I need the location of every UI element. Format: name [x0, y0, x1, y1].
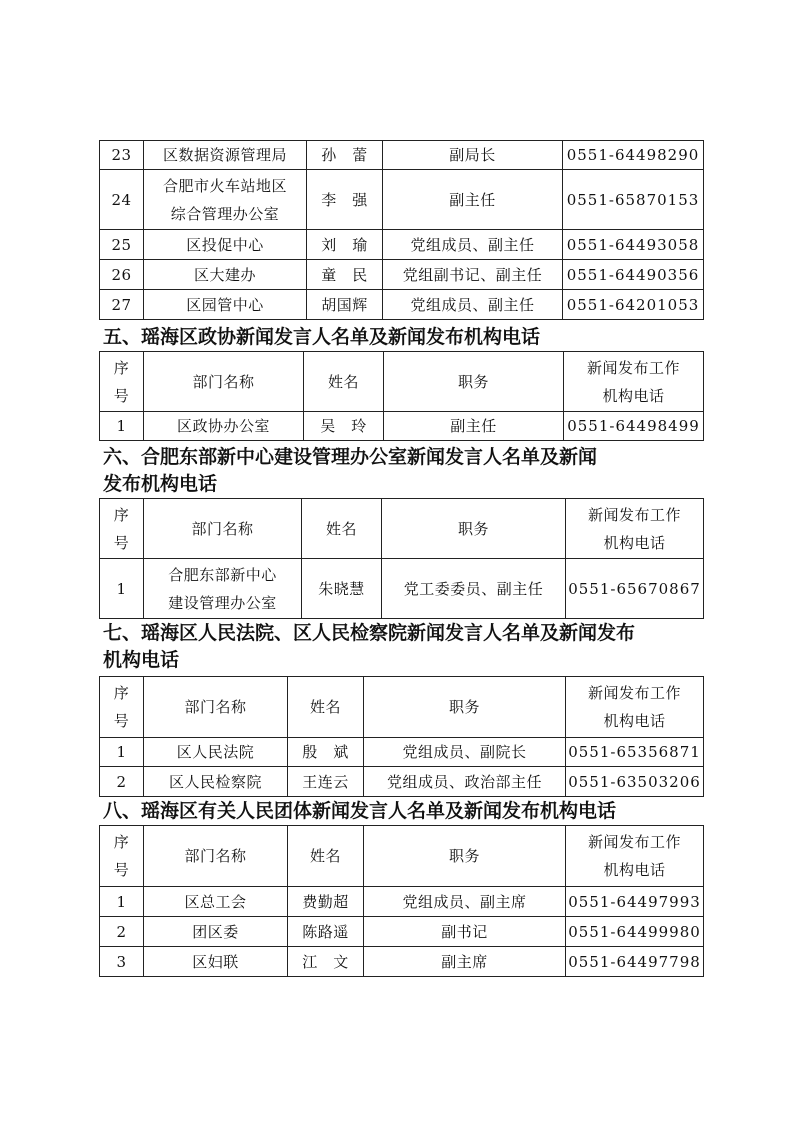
title-header: 职务: [364, 677, 566, 738]
name-cell: 童 民: [307, 260, 383, 290]
section5-table: [99, 351, 704, 441]
dept-header: 部门名称: [144, 352, 304, 412]
dept-cell: 区人民法院: [144, 738, 288, 767]
name-cell: 陈路遥: [288, 917, 364, 947]
title-cell: 副主任: [383, 170, 563, 230]
title-cell: 副局长: [383, 141, 563, 170]
name-header: 姓名: [288, 826, 364, 887]
dept-line: 合肥市火车站地区: [162, 176, 287, 195]
seq-cell: 1: [100, 412, 144, 441]
table-row: [100, 260, 704, 290]
title-cell: 副主任: [384, 412, 564, 441]
phone-header: [564, 352, 704, 412]
phone-cell: 0551-64498499: [564, 412, 704, 441]
seq-header-line: 序: [113, 505, 130, 524]
dept-line: 建设管理办公室: [168, 593, 277, 612]
seq-header: [100, 352, 144, 412]
title-cell: 党组成员、政治部主任: [364, 767, 566, 797]
dept-cell: 区政协办公室: [144, 412, 304, 441]
seq-header-line: 号: [113, 386, 130, 405]
section4-table: [99, 140, 704, 320]
phone-cell: 0551-65670867: [566, 559, 704, 619]
name-cell: 朱晓慧: [302, 559, 382, 619]
title-cell: 党组成员、副主任: [383, 230, 563, 260]
table-row: [100, 947, 704, 977]
name-cell: 吴 玲: [304, 412, 384, 441]
dept-cell: 区数据资源管理局: [144, 141, 307, 170]
dept-line: 合肥东部新中心: [168, 565, 277, 584]
header-row: [100, 677, 704, 738]
title-cell: 党组成员、副主席: [364, 887, 566, 917]
table-row: [100, 412, 704, 441]
dept-cell: [144, 170, 307, 230]
title-header: 职务: [364, 826, 566, 887]
section8-table: [99, 825, 704, 977]
name-header: 姓名: [304, 352, 384, 412]
title-header: 职务: [382, 499, 566, 559]
phone-header: [566, 499, 704, 559]
seq-cell: 1: [100, 559, 144, 619]
phone-cell: 0551-64490356: [563, 260, 704, 290]
phone-header-line: 新闻发布工作: [586, 358, 680, 377]
table-row: [100, 230, 704, 260]
seq-cell: 25: [100, 230, 144, 260]
dept-cell: 团区委: [144, 917, 288, 947]
dept-header: 部门名称: [144, 677, 288, 738]
name-header: 姓名: [288, 677, 364, 738]
seq-header: [100, 499, 144, 559]
phone-header-line: 机构电话: [602, 386, 665, 405]
section7-heading-line1: 七、瑶海区人民法院、区人民检察院新闻发言人名单及新闻发布: [103, 622, 636, 644]
phone-header-line: 新闻发布工作: [587, 505, 681, 524]
header-row: [100, 826, 704, 887]
dept-cell: 区投促中心: [144, 230, 307, 260]
seq-header-line: 号: [113, 712, 130, 730]
phone-header-line: 机构电话: [603, 861, 666, 879]
phone-cell: 0551-64497993: [566, 887, 704, 917]
name-cell: 殷 斌: [288, 738, 364, 767]
phone-header: [566, 826, 704, 887]
dept-cell: 区人民检察院: [144, 767, 288, 797]
name-header: 姓名: [302, 499, 382, 559]
section6-heading-line2: 发布机构电话: [103, 473, 218, 495]
seq-header: [100, 677, 144, 738]
table-row: [100, 170, 704, 230]
name-cell: 费勤超: [288, 887, 364, 917]
seq-cell: 24: [100, 170, 144, 230]
seq-cell: 1: [100, 738, 144, 767]
section6-table: [99, 498, 704, 619]
name-cell: 江 文: [288, 947, 364, 977]
phone-cell: 0551-65870153: [563, 170, 704, 230]
dept-cell: 区园管中心: [144, 290, 307, 320]
table-row: [100, 917, 704, 947]
seq-cell: 26: [100, 260, 144, 290]
seq-header-line: 号: [113, 861, 130, 879]
section6-heading-line1: 六、合肥东部新中心建设管理办公室新闻发言人名单及新闻: [103, 446, 598, 468]
phone-header: [566, 677, 704, 738]
table-row: [100, 767, 704, 797]
phone-cell: 0551-64493058: [563, 230, 704, 260]
title-header: 职务: [384, 352, 564, 412]
title-cell: 副主席: [364, 947, 566, 977]
table-row: [100, 141, 704, 170]
seq-header-line: 序: [113, 358, 130, 377]
dept-header: 部门名称: [144, 499, 302, 559]
phone-header-line: 新闻发布工作: [587, 833, 681, 851]
table-row: [100, 559, 704, 619]
dept-line: 综合管理办公室: [170, 204, 280, 223]
seq-cell: 1: [100, 887, 144, 917]
seq-cell: 23: [100, 141, 144, 170]
title-cell: 副书记: [364, 917, 566, 947]
table-row: [100, 738, 704, 767]
seq-cell: 2: [100, 767, 144, 797]
seq-cell: 2: [100, 917, 144, 947]
table-row: [100, 887, 704, 917]
phone-header-line: 新闻发布工作: [587, 684, 681, 702]
phone-header-line: 机构电话: [603, 533, 666, 552]
seq-header-line: 序: [113, 684, 130, 702]
title-cell: 党组成员、副主任: [383, 290, 563, 320]
dept-cell: 区总工会: [144, 887, 288, 917]
seq-header-line: 号: [113, 533, 130, 552]
phone-cell: 0551-64498290: [563, 141, 704, 170]
title-cell: 党组副书记、副主任: [383, 260, 563, 290]
seq-cell: 27: [100, 290, 144, 320]
title-cell: 党工委委员、副主任: [382, 559, 566, 619]
section8-heading: 八、瑶海区有关人民团体新闻发言人名单及新闻发布机构电话: [103, 800, 617, 822]
dept-cell: [144, 559, 302, 619]
header-row: [100, 499, 704, 559]
phone-cell: 0551-64497798: [566, 947, 704, 977]
phone-cell: 0551-64499980: [566, 917, 704, 947]
phone-cell: 0551-63503206: [566, 767, 704, 797]
dept-cell: 区大建办: [144, 260, 307, 290]
section7-heading-line2: 机构电话: [103, 649, 180, 671]
dept-cell: 区妇联: [144, 947, 288, 977]
title-cell: 党组成员、副院长: [364, 738, 566, 767]
section7-table: [99, 676, 704, 797]
seq-header: [100, 826, 144, 887]
phone-header-line: 机构电话: [603, 712, 666, 730]
dept-header: 部门名称: [144, 826, 288, 887]
header-row: [100, 352, 704, 412]
seq-cell: 3: [100, 947, 144, 977]
name-cell: 刘 瑜: [307, 230, 383, 260]
name-cell: 王连云: [288, 767, 364, 797]
name-cell: 李 强: [307, 170, 383, 230]
name-cell: 胡国辉: [307, 290, 383, 320]
section5-heading: 五、瑶海区政协新闻发言人名单及新闻发布机构电话: [103, 326, 541, 348]
name-cell: 孙 蕾: [307, 141, 383, 170]
phone-cell: 0551-64201053: [563, 290, 704, 320]
seq-header-line: 序: [113, 833, 130, 851]
table-row: [100, 290, 704, 320]
phone-cell: 0551-65356871: [566, 738, 704, 767]
